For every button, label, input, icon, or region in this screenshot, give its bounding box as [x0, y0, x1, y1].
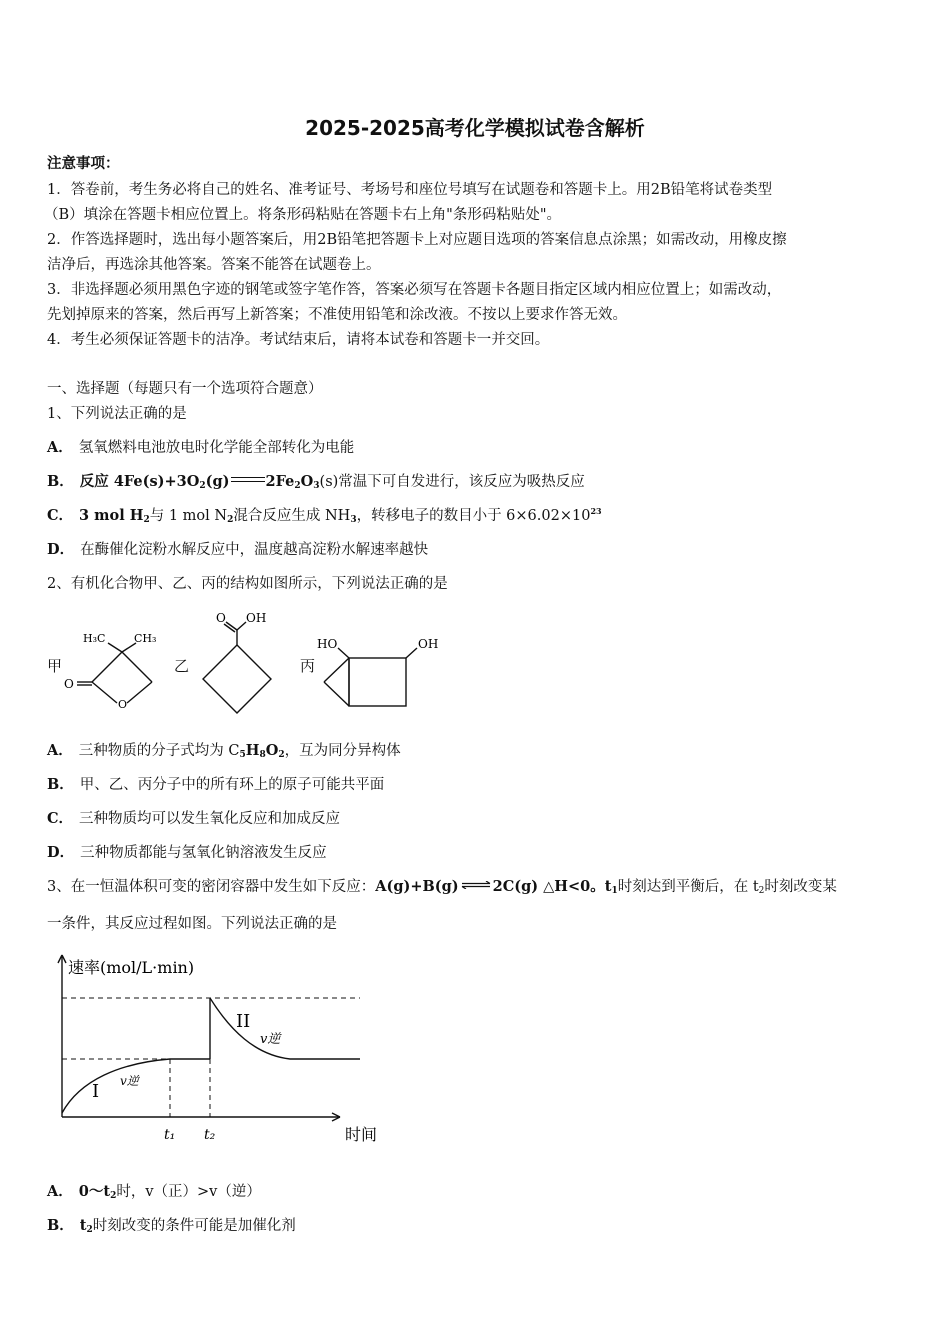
q1-option-d[interactable] [47, 538, 428, 559]
page-title: 2025-2025高考化学模拟试卷含解析 [305, 116, 645, 140]
q3-option-b[interactable] [47, 1214, 296, 1235]
atom-oh: OH [418, 637, 439, 651]
option-text: 0～t [78, 1183, 111, 1200]
stem-text: 时刻改变某 [764, 879, 837, 895]
option-label: C． [47, 507, 74, 524]
t1-label: t₁ [164, 1127, 176, 1143]
curve-2-label: v逆 [260, 1032, 281, 1047]
curve-1-label: v逆 [120, 1074, 139, 1088]
question-1-stem: 1、下列说法正确的是 [47, 406, 187, 422]
question-2-stem: 2、有机化合物甲、乙、丙的结构如图所示，下列说法正确的是 [47, 576, 448, 592]
subscript: 2 [143, 515, 150, 525]
question-3-stem [47, 875, 837, 896]
notes-heading: 注意事项： [47, 155, 120, 172]
q2-option-d[interactable] [47, 841, 327, 862]
option-label: D． [47, 541, 75, 558]
option-text: 三种物质都能与氢氧化钠溶液发生反应 [80, 845, 327, 861]
atom-o: O [64, 677, 74, 691]
atom-ch3: CH₃ [134, 632, 157, 645]
q1-option-c[interactable] [47, 504, 602, 525]
region-1-label: I [92, 1081, 100, 1102]
option-text: 在酶催化淀粉水解反应中，温度越高淀粉水解速率越快 [80, 542, 429, 558]
subscript: 8 [259, 750, 266, 760]
formula: 3 mol H [79, 507, 144, 524]
q2-option-b[interactable] [47, 773, 384, 794]
formula: A(g)+B(g) [375, 878, 459, 895]
formula: 反应 4Fe(s)+3O [79, 473, 200, 490]
q3-option-a[interactable] [47, 1180, 261, 1201]
option-label: A． [47, 742, 73, 759]
q2-option-c[interactable] [47, 807, 340, 828]
option-text: (s)常温下可自发进行，该反应为吸热反应 [319, 474, 585, 490]
subscript: 2 [278, 750, 285, 760]
molecule-structures [0, 600, 480, 730]
superscript: 23 [590, 506, 602, 516]
rate-time-graph [40, 945, 400, 1155]
option-text: 氢氧燃料电池放电时化学能全部转化为电能 [78, 440, 355, 456]
option-label: A． [47, 1183, 73, 1200]
stem-text: 3、在一恒温体积可变的密闭容器中发生如下反应： [47, 879, 376, 895]
q1-option-a[interactable] [47, 436, 354, 457]
molecule-label-yi: 乙 [174, 657, 190, 675]
option-text: 时，v（正）>v（逆） [116, 1184, 261, 1200]
x-axis-label: 时间 [345, 1125, 378, 1144]
formula: 2C(g) △H<0 [492, 878, 591, 895]
subscript: 2 [110, 1191, 117, 1201]
atom-oh: OH [246, 611, 267, 625]
reversible-arrow-icon [461, 881, 491, 889]
subscript: 5 [239, 750, 246, 760]
y-axis-label: 速率(mol/L·min) [68, 958, 195, 977]
curve-region-2 [210, 998, 360, 1059]
t2-label: t₂ [204, 1127, 216, 1143]
note-line: 1．答卷前，考生务必将自己的姓名、准考证号、考场号和座位号填写在试题卷和答题卡上。用2B铅笔将试卷类型 [47, 182, 773, 198]
region-2-label: II [236, 1011, 251, 1032]
subscript: 2 [199, 481, 206, 491]
molecule-yi [203, 622, 271, 713]
atom-o: O [118, 698, 128, 711]
formula: (g) [205, 473, 230, 490]
option-text: 甲、乙、丙分子中的所有环上的原子可能共平面 [79, 777, 385, 793]
molecule-jia [77, 643, 152, 703]
option-text: ，转移电子的数目小于 6×6.02×10 [356, 508, 591, 524]
option-label: B． [47, 776, 74, 793]
stem-text: 时刻达到平衡后，在 t [617, 879, 759, 895]
equals-sign-icon [231, 477, 265, 483]
atom-ho: HO [317, 637, 338, 651]
q2-option-a[interactable] [47, 739, 401, 760]
subscript: 1 [611, 886, 618, 896]
option-text: 与 1 mol N [149, 508, 228, 524]
q1-option-b[interactable] [47, 470, 585, 491]
option-label: B． [47, 1217, 74, 1234]
formula: O [300, 473, 314, 490]
subscript: 3 [313, 481, 320, 491]
option-label: C． [47, 810, 74, 827]
option-text: 三种物质均可以发生氧化反应和加成反应 [79, 811, 341, 827]
option-label: A． [47, 439, 73, 456]
molecule-label-bing: 丙 [300, 657, 316, 675]
atom-h3c: H₃C [83, 632, 106, 645]
note-line: （B）填涂在答题卡相应位置上。将条形码粘贴在答题卡右上角"条形码粘贴处"。 [44, 207, 561, 223]
option-label: D． [47, 844, 75, 861]
option-label: B． [47, 473, 74, 490]
subscript: 2 [86, 1225, 93, 1235]
question-3-stem-line2: 一条件，其反应过程如图。下列说法正确的是 [47, 916, 337, 932]
subscript: 3 [350, 515, 357, 525]
molecule-label-jia: 甲 [47, 657, 63, 675]
option-text: ，互为同分异构体 [284, 743, 401, 759]
formula: 2Fe [265, 473, 295, 490]
subscript: 2 [294, 481, 301, 491]
formula: H [245, 742, 260, 759]
atom-o: O [216, 611, 226, 625]
option-text: 时刻改变的条件可能是加催化剂 [92, 1218, 296, 1234]
section-heading: 一、选择题（每题只有一个选项符合题意） [47, 381, 323, 397]
note-line: 4．考生必须保证答题卡的洁净。考试结束后，请将本试卷和答题卡一并交回。 [47, 332, 550, 348]
note-line: 先划掉原来的答案，然后再写上新答案；不准使用铅笔和涂改液。不按以上要求作答无效。 [47, 307, 627, 323]
option-text: 三种物质的分子式均为 C [78, 743, 240, 759]
note-line: 3．非选择题必须用黑色字迹的钢笔或签字笔作答，答案必须写在答题卡各题目指定区域内相应位置上；如需改动， [47, 282, 782, 298]
stem-text: 。t [590, 878, 612, 895]
molecule-bing [324, 648, 417, 706]
formula: O [265, 742, 279, 759]
option-text: t [79, 1217, 87, 1234]
subscript: 2 [227, 515, 234, 525]
note-line: 洁净后，再选涂其他答案。答案不能答在试题卷上。 [47, 257, 381, 273]
option-text: 混合反应生成 NH [233, 508, 351, 524]
note-line: 2．作答选择题时，选出每小题答案后，用2B铅笔把答题卡上对应题目选项的答案信息点涂黑；如需改动，用橡皮擦 [47, 232, 787, 248]
subscript: 2 [758, 886, 765, 896]
